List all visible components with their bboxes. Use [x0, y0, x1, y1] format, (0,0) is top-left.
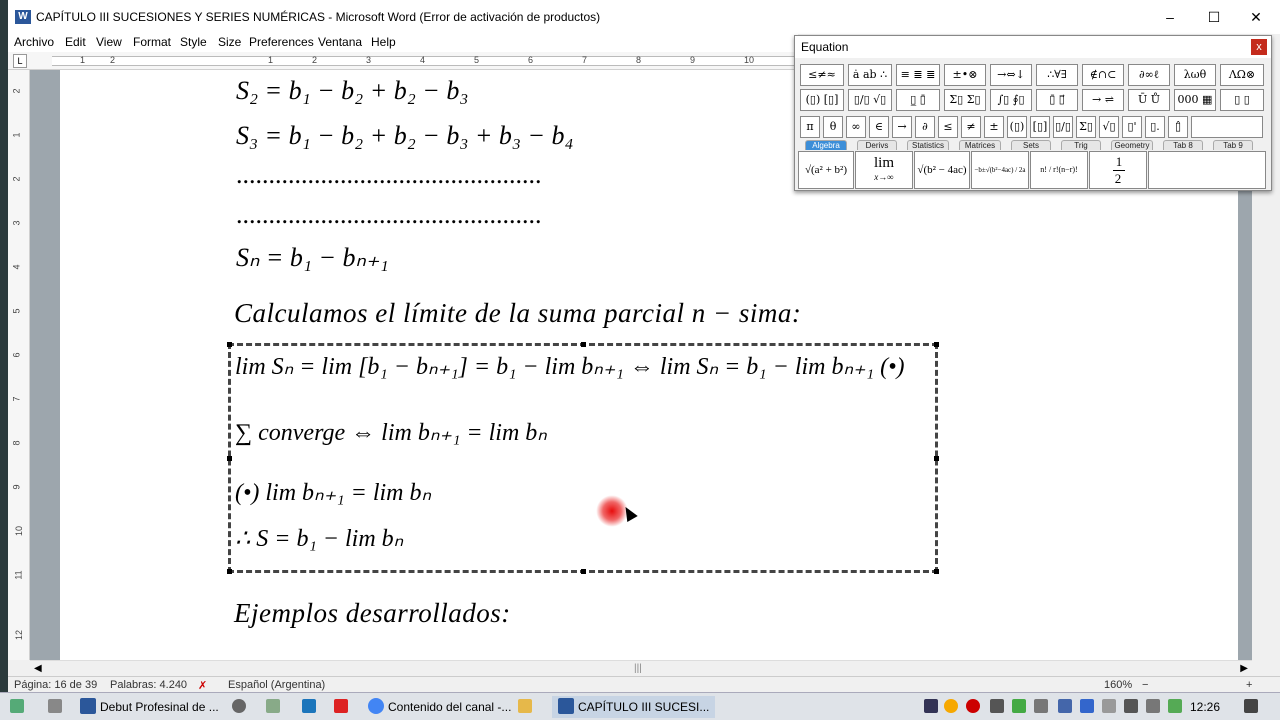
taskbar-item-chrome[interactable]: [368, 696, 511, 718]
ruler-number: 3: [11, 220, 22, 226]
right-arrow-button[interactable]: →: [892, 116, 912, 138]
word-icon: [558, 698, 574, 714]
volume-icon[interactable]: [1124, 699, 1138, 713]
settings-icon[interactable]: [232, 699, 246, 713]
tray-icon[interactable]: [1168, 699, 1182, 713]
task-view-icon[interactable]: [48, 699, 62, 713]
minimize-button[interactable]: –: [1166, 9, 1174, 25]
template-limit-under: x→∞: [874, 172, 894, 182]
pi-symbol-button[interactable]: π: [800, 116, 820, 138]
sigma-app-icon[interactable]: [302, 699, 316, 713]
ruler-number: 7: [11, 396, 22, 402]
spaces-ellipses-button[interactable]: ȧ ab ∴: [848, 64, 892, 86]
tab-geometry[interactable]: Geometry: [1111, 140, 1153, 150]
template-limit-label: lim: [873, 155, 894, 171]
folder-icon[interactable]: [518, 699, 532, 713]
summation-templates-button[interactable]: Σ▯ Σ▯: [944, 89, 986, 111]
tab-matrices[interactable]: Matrices: [959, 140, 1001, 150]
custom-symbol-slot[interactable]: [1191, 116, 1263, 138]
menu-bar: [8, 34, 798, 52]
tray-icon[interactable]: [1034, 699, 1048, 713]
word-app-icon[interactable]: W: [15, 10, 31, 24]
pdf-icon[interactable]: [334, 699, 348, 713]
ruler-number: 10: [14, 525, 25, 537]
parentheses-template-button[interactable]: (▯): [1007, 116, 1027, 138]
prime-template-button[interactable]: ▯': [1122, 116, 1142, 138]
word-doc-icon: [80, 698, 96, 714]
not-equal-button[interactable]: ≠: [961, 116, 981, 138]
notifications-icon[interactable]: [1244, 699, 1258, 713]
menu-size[interactable]: Size: [218, 35, 242, 49]
horizontal-scrollbar[interactable]: [30, 660, 1252, 676]
ruler-number: 12: [14, 629, 25, 641]
brackets-template-button[interactable]: [▯]: [1030, 116, 1050, 138]
tab-8[interactable]: Tab 8: [1163, 140, 1203, 150]
ruler-number: 8: [11, 440, 22, 446]
clock[interactable]: 12:26: [1190, 700, 1221, 714]
tray-icon[interactable]: [1080, 699, 1094, 713]
heading-examples: Ejemplos desarrollados:: [234, 598, 511, 628]
ruler-number: 11: [13, 570, 24, 580]
equation-line-4: ∴ S = b₁ − lim bₙ: [235, 526, 404, 552]
tray-icon[interactable]: [990, 699, 1004, 713]
logical-symbols-button[interactable]: ∴∀∃: [1036, 64, 1078, 86]
equation-editor-title: Equation: [801, 40, 849, 54]
close-button[interactable]: ✕: [1250, 9, 1262, 25]
ruler-number: 2: [110, 55, 116, 65]
arrow-symbols-button[interactable]: →⇔↓: [990, 64, 1032, 86]
sqrt-template-button[interactable]: √▯: [1099, 116, 1119, 138]
zoom-out-button[interactable]: −: [1142, 679, 1149, 691]
menu-style[interactable]: Style: [180, 35, 207, 49]
taskbar-item-label: Contenido del canal -...: [388, 700, 512, 714]
scroll-right-icon[interactable]: ▶: [1240, 663, 1248, 674]
underbar-overbar-button[interactable]: ▯̄ ▯⃗: [1036, 89, 1078, 111]
word-count[interactable]: Palabras: 4.240: [110, 679, 188, 691]
network-icon[interactable]: [1102, 699, 1116, 713]
subscript-template-button[interactable]: ▯.: [1145, 116, 1165, 138]
template-denominator: 2: [1114, 171, 1122, 186]
ruler-number: 2: [312, 55, 318, 65]
tray-icon[interactable]: [966, 699, 980, 713]
template-quadratic-formula[interactable]: −b±√(b²−4ac) / 2a: [971, 151, 1029, 189]
labeled-arrow-button[interactable]: → ⇌: [1082, 89, 1124, 111]
partial-sum-sn: Sₙ = b₁ − bₙ₊₁: [236, 243, 389, 272]
fraction-template-button[interactable]: ▯/▯: [1053, 116, 1073, 138]
equation-editor-title-bar: [795, 36, 1271, 58]
ellipsis-line-2: ...............................................: [236, 200, 542, 229]
tab-trig[interactable]: Trig: [1061, 140, 1101, 150]
set-theory-symbols-button[interactable]: ∉∩⊂: [1082, 64, 1124, 86]
ruler-number: 5: [11, 308, 22, 314]
tray-icon[interactable]: [1058, 699, 1072, 713]
resize-handle[interactable]: [581, 342, 586, 347]
page-count[interactable]: Página: 16 de 39: [14, 679, 98, 691]
chrome-icon: [368, 698, 384, 714]
equation-line-3: (•) lim bₙ₊₁ = lim bₙ: [235, 480, 432, 506]
template-discriminant[interactable]: √(b² − 4ac): [914, 151, 970, 189]
scroll-thumb[interactable]: |||: [634, 663, 642, 674]
ruler-number: 6: [528, 55, 534, 65]
menu-ventana[interactable]: Ventana: [318, 35, 363, 49]
template-limit[interactable]: [855, 151, 913, 189]
products-set-theory-button[interactable]: Ū Ů: [1128, 89, 1170, 111]
menu-edit[interactable]: Edit: [65, 35, 86, 49]
battery-icon[interactable]: [1146, 699, 1160, 713]
theta-symbol-button[interactable]: θ: [823, 116, 843, 138]
tab-9[interactable]: Tab 9: [1213, 140, 1253, 150]
maximize-button[interactable]: ☐: [1207, 9, 1221, 25]
menu-view[interactable]: View: [96, 35, 122, 49]
ruler-number: 2: [11, 176, 22, 182]
ruler-number: 6: [11, 352, 22, 358]
taskbar-item-label: Debut Profesinal de ...: [100, 700, 219, 714]
menu-help[interactable]: Help: [371, 35, 396, 49]
taskbar-item-debut[interactable]: [80, 696, 219, 718]
embellishments-button[interactable]: ≡ ≣ ≣: [896, 64, 940, 86]
less-equal-button[interactable]: ≤: [938, 116, 958, 138]
integral-templates-button[interactable]: ∫▯ ∮▯: [990, 89, 1032, 111]
menu-archivo[interactable]: Archivo: [14, 35, 55, 49]
tab-selector[interactable]: L: [13, 54, 27, 68]
tab-derivs[interactable]: Derivs: [857, 140, 897, 150]
misc-symbols-button[interactable]: ∂∞ℓ: [1128, 64, 1170, 86]
matrix-templates-button[interactable]: 000 ▦: [1174, 89, 1216, 111]
infinity-symbol-button[interactable]: ∞: [846, 116, 866, 138]
equation-editor-close-button[interactable]: x: [1251, 39, 1267, 55]
greek-lowercase-button[interactable]: λωθ: [1174, 64, 1216, 86]
template-numerator: 1: [1113, 154, 1125, 171]
ruler-number: 10: [744, 55, 755, 65]
menu-format[interactable]: Format: [133, 35, 172, 49]
ruler-number: 7: [582, 55, 588, 65]
template-hypotenuse[interactable]: √(a² + b²): [798, 151, 854, 189]
resize-handle[interactable]: [934, 342, 939, 347]
tab-sets[interactable]: Sets: [1011, 140, 1051, 150]
ruler-number: 5: [474, 55, 480, 65]
taskbar-item-word-active[interactable]: [552, 696, 715, 718]
template-one-half[interactable]: [1089, 151, 1147, 189]
hat-template-button[interactable]: ▯̂: [1168, 116, 1188, 138]
resize-handle[interactable]: [934, 569, 939, 574]
equation-line-2: ∑ converge ⇔ lim bₙ₊₁ = lim bₙ: [235, 420, 547, 446]
heading-limit-partial-sum: Calculamos el límite de la suma parcial n − sima:: [234, 298, 802, 328]
ruler-number: 9: [11, 484, 22, 490]
ruler-number: 4: [11, 264, 22, 270]
fence-templates-button[interactable]: (▯) [▯]: [800, 89, 844, 111]
partial-sum-s2: S₂ = b₁ − b₂ + b₂ − b₃: [236, 76, 469, 105]
ruler-number: 1: [11, 132, 22, 138]
sum-template-button[interactable]: Σ▯: [1076, 116, 1096, 138]
tray-icon[interactable]: [1012, 699, 1026, 713]
resize-handle[interactable]: [227, 456, 232, 461]
start-icon[interactable]: [10, 699, 24, 713]
partial-sum-s3: S₃ = b₁ − b₂ + b₂ − b₃ + b₃ − b₄: [236, 121, 574, 150]
taskbar-item-label: CAPÍTULO III SUCESI...: [578, 700, 710, 714]
tab-statistics[interactable]: Statistics: [907, 140, 949, 150]
ruler-number: 1: [80, 55, 86, 65]
horizontal-ruler[interactable]: [8, 52, 798, 70]
partial-symbol-button[interactable]: ∂: [915, 116, 935, 138]
template-combination[interactable]: n! / r!(n−r)!: [1030, 151, 1088, 189]
taskbar: [0, 692, 1280, 720]
tab-algebra[interactable]: Algebra: [805, 140, 847, 150]
title-bar: [8, 0, 1280, 34]
box-templates-button[interactable]: ▯ ▯: [1220, 89, 1264, 111]
element-of-button[interactable]: ∈: [869, 116, 889, 138]
ruler-number: 3: [366, 55, 372, 65]
template-empty-slot[interactable]: [1148, 151, 1266, 189]
operator-symbols-button[interactable]: ±•⊗: [944, 64, 986, 86]
status-bar: [8, 676, 1280, 692]
ruler-number: 9: [690, 55, 696, 65]
app-icon[interactable]: [266, 699, 280, 713]
window-title: CAPÍTULO III SUCESIONES Y SERIES NUMÉRICAS - Microsoft Word (Error de activación de productos): [36, 10, 601, 24]
plus-minus-button[interactable]: ±: [984, 116, 1004, 138]
ruler-number: 1: [268, 55, 274, 65]
ruler-number: 2: [11, 88, 22, 94]
resize-handle[interactable]: [227, 342, 232, 347]
proofing-icon[interactable]: ✗: [198, 680, 208, 692]
scroll-left-icon[interactable]: ◀: [34, 663, 42, 674]
fraction-radical-button[interactable]: ▯/▯ √▯: [848, 89, 892, 111]
resize-handle[interactable]: [227, 569, 232, 574]
tray-icon[interactable]: [924, 699, 938, 713]
zoom-level[interactable]: 160%: [1104, 679, 1133, 691]
ellipsis-line-1: ...............................................: [236, 160, 542, 189]
greek-uppercase-button[interactable]: ΛΩ⊗: [1220, 64, 1264, 86]
equation-line-1: lim Sₙ = lim [b₁ − bₙ₊₁] = b₁ − lim bₙ₊₁ ⇔ lim Sₙ = b₁ − lim bₙ₊₁ (•): [235, 354, 905, 380]
equation-object[interactable]: [228, 343, 938, 573]
menu-preferences[interactable]: Preferences: [249, 35, 314, 49]
ruler-number: 4: [420, 55, 426, 65]
language-indicator[interactable]: Español (Argentina): [228, 679, 326, 691]
equation-editor-window[interactable]: [794, 35, 1272, 191]
zoom-in-button[interactable]: +: [1246, 679, 1253, 691]
vertical-ruler[interactable]: [8, 70, 30, 660]
subscript-superscript-button[interactable]: ▯̲ ▯̄: [896, 89, 940, 111]
tray-icon[interactable]: [944, 699, 958, 713]
ruler-number: 8: [636, 55, 642, 65]
relational-symbols-button[interactable]: ≤≠≈: [800, 64, 844, 86]
resize-handle[interactable]: [581, 569, 586, 574]
resize-handle[interactable]: [934, 456, 939, 461]
